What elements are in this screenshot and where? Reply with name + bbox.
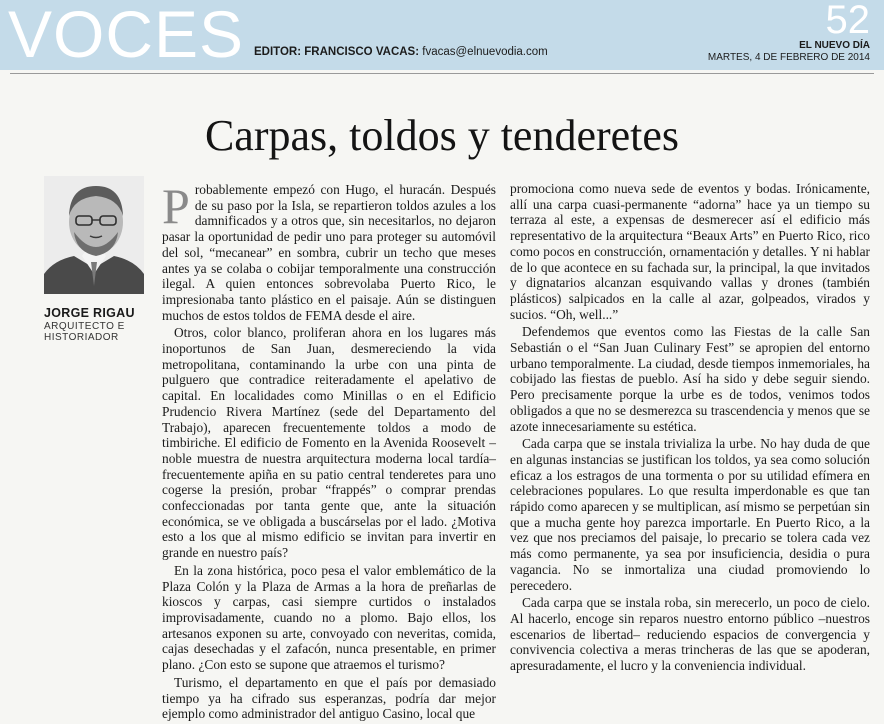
editor-label: EDITOR: FRANCISCO VACAS: [254,46,420,58]
article-headline: Carpas, toldos y tenderetes [204,111,680,160]
paragraph: Turismo, el departamento en que el país por demasiado tiempo ya ha cifrado sus esperanzas, podría dar mejor ejemplo como administrador del antiguo Casino, local que [162,674,496,722]
header-divider [10,73,874,74]
paragraph-text: robablemente empezó con Hugo, el huracán. Después de su paso por la Isla, se repartieron toldos azules a los damnificados y a otros que, sin necesitarlos, no dejaron pasar la oportunidad de pedir uno para proteger su automóvil del sol, “mecanear” en sombra, cubrir un techo que meses antes ya se colaba o cobijar temporalmente una construcción ilegal. A quien entonces sobrevolaba Puerto Rico, le impresionaba tanto plástico en el paisaje. Aún se distinguen muchos de estos toldos de FEMA desde el aire. [162,182,496,323]
section-title: VOCES [8,0,245,71]
newspaper-name: EL NUEVO DÍA [799,40,870,51]
article-column-2 [510,181,870,676]
author-portrait-icon [44,176,144,294]
page-header [0,0,884,70]
paragraph: Cada carpa que se instala trivializa la urbe. No hay duda de que en algunas instancias se justifican los toldos, ya sea como solución eficaz a los estragos de una tormenta o por su utilidad efímera en celebraciones populares. Lo que resulta imperdonable es que tan rápido como aparecen y se multiplican, así mismo se perpetúan sin que a mucha gente hoy parezca importarle. En Puerto Rico, a la vez que nos preciamos del paisaje, lo precario se tolera cada vez más como permanente, ya sea por insuficiencia, desidia o pura vagancia. No se inmortaliza una ciudad promoviendo lo perecedero. [510,436,870,593]
paragraph: En la zona histórica, poco pesa el valor emblemático de la Plaza Colón y la Plaza de Armas a la hora de preñarlas de kioscos y carpas, casi siempre curtidos o instalados improvisadamente, cuando no a plomo. Bajo ellos, los artesanos exponen su arte, convoyado con neveritas, comida, cajas desechadas y el zafacón, nunca presentable, en primer plano. ¿Con esto se supone que atraemos el turismo? [162,562,496,673]
editor-email[interactable]: fvacas@elnuevodia.com [422,46,548,58]
paragraph: Otros, color blanco, proliferan ahora en los lugares más inoportunos de San Juan, desmereciendo la vida metropolitana, contaminando la urbe con una pinta de pulguero que contradice reiteradamente el apelativo de capital. En localidades como Minillas o en el Edificio Prudencio Rivera Martínez (sede del Departamento del Trabajo), aparecen frecuentemente toldos a modo de timbiriche. El edificio de Fomento en la Avenida Roosevelt –noble muestra de nuestra arquitectura moderna local tardía– frecuentemente apiña en su patio central tenderetes para uno cogerse la presión, probar “frappés” o comprar prendas confeccionadas por tanta gente que, ante la situación económica, se ve obligada a buscárselas por el lado. ¿Motiva esto a los que al mismo edificio se invitan para invertir en grande en nuestro país? [162,325,496,561]
page-number: 52 [825,0,870,42]
drop-cap: P [162,178,190,234]
paragraph: promociona como nueva sede de eventos y bodas. Irónicamente, allí una carpa cuasi-permanente “adorna” hace ya un tiempo su terraza al este, a expensas de desmerecer así el edificio más representativo de la arquitectura “Beaux Arts” en Puerto Rico, rico como pocos en construcción, ornamentación y detalles. Y ni hablar de lo que acontece en su fachada sur, la principal, la que invitados y dignatarios alcanzan esquivando vallas y drones (también plásticos) salpicados en la calle al azar, golpeados, virados y sucios. “Oh, well...” [510,181,870,322]
author-role: ARQUITECTO E HISTORIADOR [44,321,125,343]
paragraph: Defendemos que eventos como las Fiestas de la calle San Sebastián o el “San Juan Culinary Fest” se apropien del entorno urbano temporalmente. La ciudad, desde tiempos inmemoriales, ha cobijado las fiestas de pueblo. Así ha sido y debe seguir siendo. Pero precisamente porque la urbe es de todos, venimos todos obligados a que no se desmerezca su trascendencia y menos que se azote innecesariamente su estética. [510,324,870,434]
paragraph: Cada carpa que se instala roba, sin merecerlo, un poco de cielo. Al hacerlo, encoge sin reparos nuestro entorno público –nuestros escenarios de libertad– reduciendo espacios de convergencia y convivencia colectiva a meras trincheras de las que se apoderan, apresuradamente, el lucro y la conveniencia individual. [510,595,870,674]
publication-date: MARTES, 4 DE FEBRERO DE 2014 [707,52,870,63]
author-name: JORGE RIGAU [44,306,135,320]
article-column-1 [162,178,496,724]
author-photo [44,176,144,294]
editor-credit [254,46,548,58]
paragraph [162,178,496,323]
